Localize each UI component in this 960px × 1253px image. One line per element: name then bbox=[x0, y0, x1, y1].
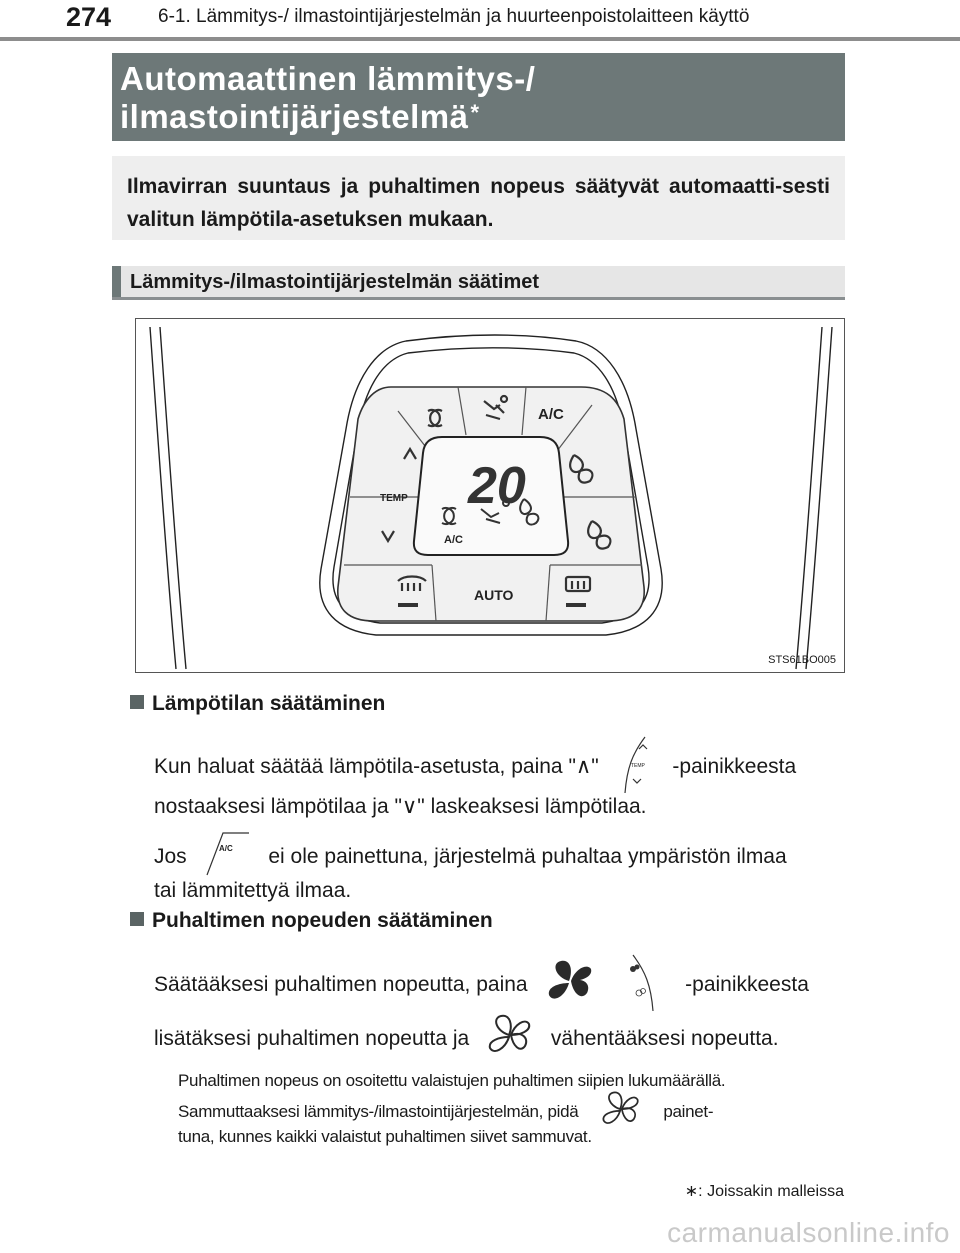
fan-low-icon bbox=[487, 1013, 533, 1059]
temperature-paragraph-2-cont: tai lämmitettyä ilmaa. bbox=[154, 879, 352, 902]
auto-button-label: AUTO bbox=[474, 587, 514, 603]
section-title-text: ilmastointijärjestelmä bbox=[120, 98, 469, 135]
temp-label: TEMP bbox=[380, 493, 408, 504]
temp-icon-label: TEMP bbox=[630, 763, 645, 770]
fan-speed-section-heading: Puhaltimen nopeuden säätäminen bbox=[130, 909, 493, 933]
ac-icon-label: A/C bbox=[218, 844, 233, 854]
subheading-bar bbox=[112, 266, 121, 297]
control-panel-figure bbox=[135, 318, 845, 673]
display-ac-label: A/C bbox=[444, 534, 463, 546]
fan-paragraph-1: Säätääksesi puhaltimen nopeutta, paina -painikkeesta bbox=[154, 968, 840, 1002]
footnote: ∗: Joissakin malleissa bbox=[684, 1183, 844, 1200]
section-title-box bbox=[112, 53, 845, 141]
temperature-paragraph-1-cont: nostaaksesi lämpötilaa ja "∨" laskeaksesi lämpötilaa. bbox=[154, 795, 647, 818]
square-bullet-icon bbox=[130, 912, 144, 926]
temperature-paragraph-2: Jos A/C ei ole painettuna, järjestelmä puhaltaa ympäristön ilmaa bbox=[154, 840, 840, 874]
intro-summary: Ilmavirran suuntaus ja puhaltimen nopeus säätyvät automaatti-sesti valitun lämpötila-asetuksen mukaan. bbox=[112, 156, 845, 240]
ac-button-label: A/C bbox=[538, 406, 564, 423]
fan-high-icon bbox=[545, 957, 595, 1007]
fan-low-icon-small bbox=[601, 1090, 641, 1130]
temp-button-icon bbox=[613, 735, 659, 795]
fan-button-icon bbox=[623, 953, 669, 1013]
section-title-line1: Automaattinen lämmitys-/ bbox=[120, 60, 536, 97]
controls-subheading bbox=[112, 266, 845, 300]
page-header bbox=[0, 0, 960, 38]
fan-note-1: Puhaltimen nopeus on osoitettu valaistujen puhaltimen siipien lukumäärällä. bbox=[178, 1071, 726, 1090]
ac-button-icon bbox=[203, 831, 253, 877]
page-number: 274 bbox=[66, 2, 112, 32]
temperature-section-heading: Lämpötilan säätäminen bbox=[130, 692, 385, 716]
asterisk-mark: * bbox=[470, 100, 480, 125]
display-temperature: 20 bbox=[468, 457, 526, 515]
header-rule bbox=[0, 37, 960, 41]
fan-paragraph-1-cont: lisätäksesi puhaltimen nopeutta ja vähentääksesi nopeutta. bbox=[154, 1022, 840, 1056]
control-panel-illustration bbox=[136, 319, 846, 674]
chapter-title: 6-1. Lämmitys-/ ilmastointijärjestelmän ja huurteenpoistolaitteen käyttö bbox=[158, 6, 750, 27]
section-title-line2 bbox=[120, 98, 845, 136]
controls-subheading-text: Lämmitys-/ilmastointijärjestelmän säätimet bbox=[130, 271, 540, 293]
figure-id: STS61BO005 bbox=[768, 654, 836, 666]
watermark-text: carmanualsonline.info bbox=[667, 1217, 950, 1248]
square-bullet-icon bbox=[130, 695, 144, 709]
fan-note-2-cont: tuna, kunnes kaikki valaistut puhaltimen siivet sammuvat. bbox=[178, 1127, 592, 1146]
fan-note-2: Sammuttaaksesi lämmitys-/ilmastointijärjestelmän, pidä painet- bbox=[178, 1101, 840, 1123]
temperature-paragraph-1: Kun haluat säätää lämpötila-asetusta, paina "∧" TEMP -painikkeesta bbox=[154, 750, 840, 784]
